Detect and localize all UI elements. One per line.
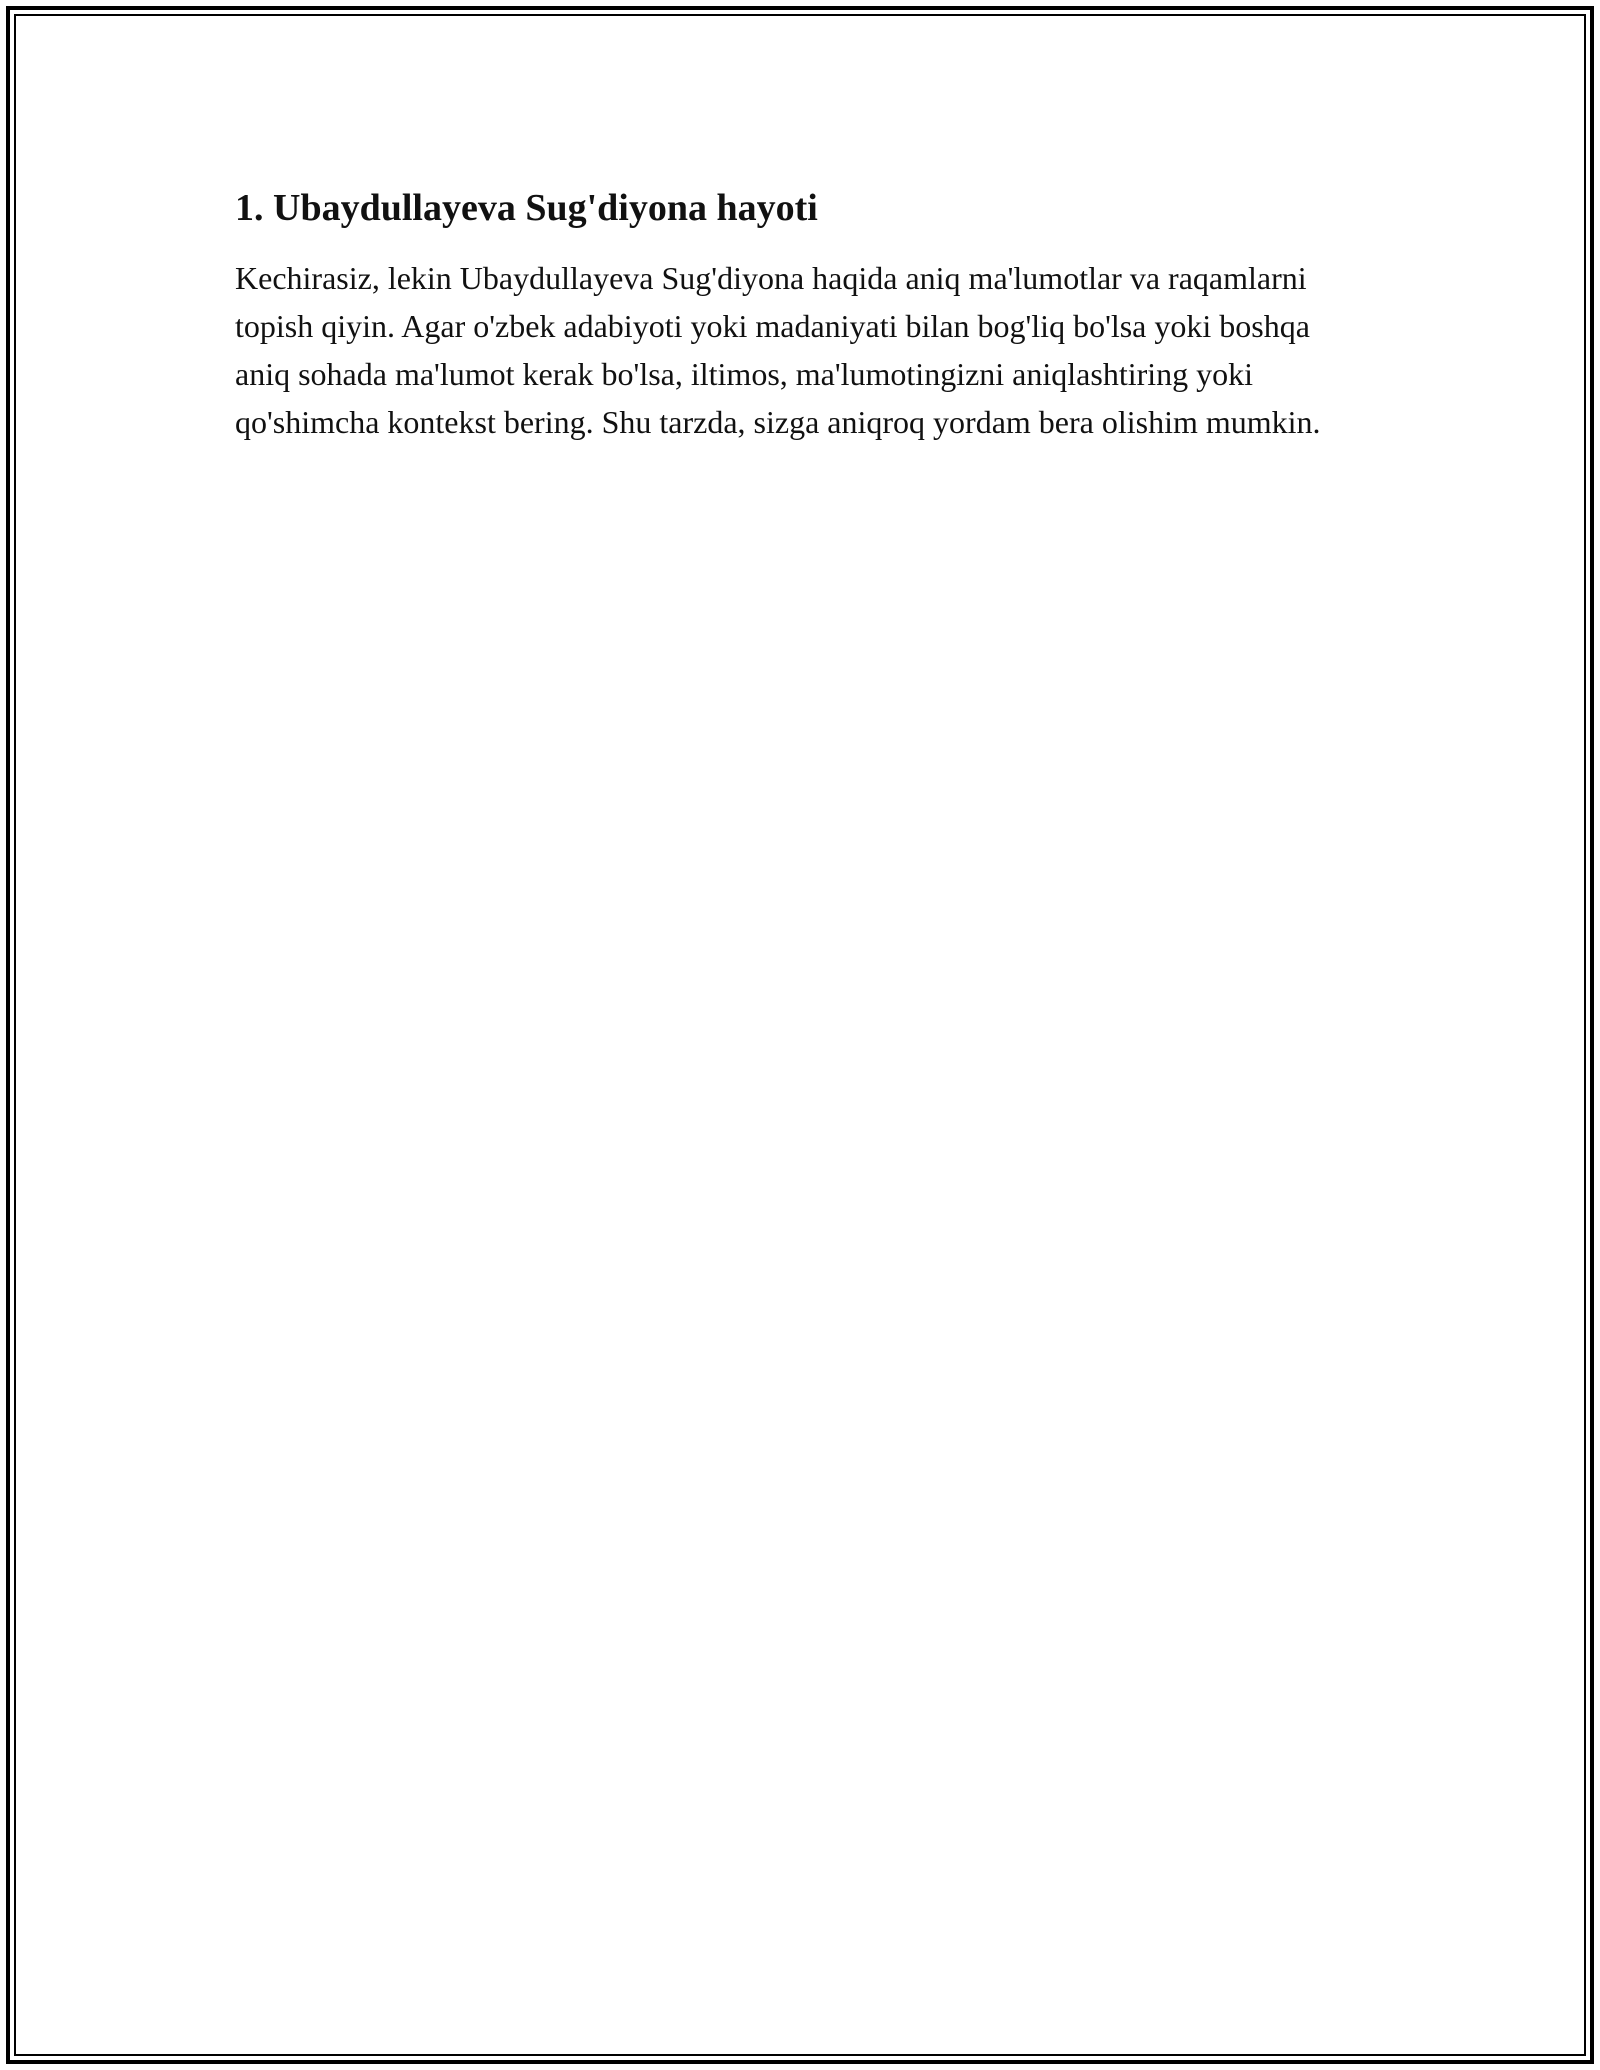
document-body: [235, 186, 1365, 446]
section-paragraph: Kechirasiz, lekin Ubaydullayeva Sug'diyona haqida aniq ma'lumotlar va raqamlarni topish qiyin. Agar o'zbek adabiyoti yoki madaniyati bilan bog'liq bo'lsa yoki boshqa aniq sohada ma'lumot kerak bo'lsa, iltimos, ma'lumotingizni aniqlashtiring yoki qo'shimcha kontekst bering. Shu tarzda, sizga aniqroq yordam bera olishim mumkin.: [235, 259, 1321, 440]
section-heading: 1. Ubaydullayeva Sug'diyona hayoti: [235, 187, 818, 229]
